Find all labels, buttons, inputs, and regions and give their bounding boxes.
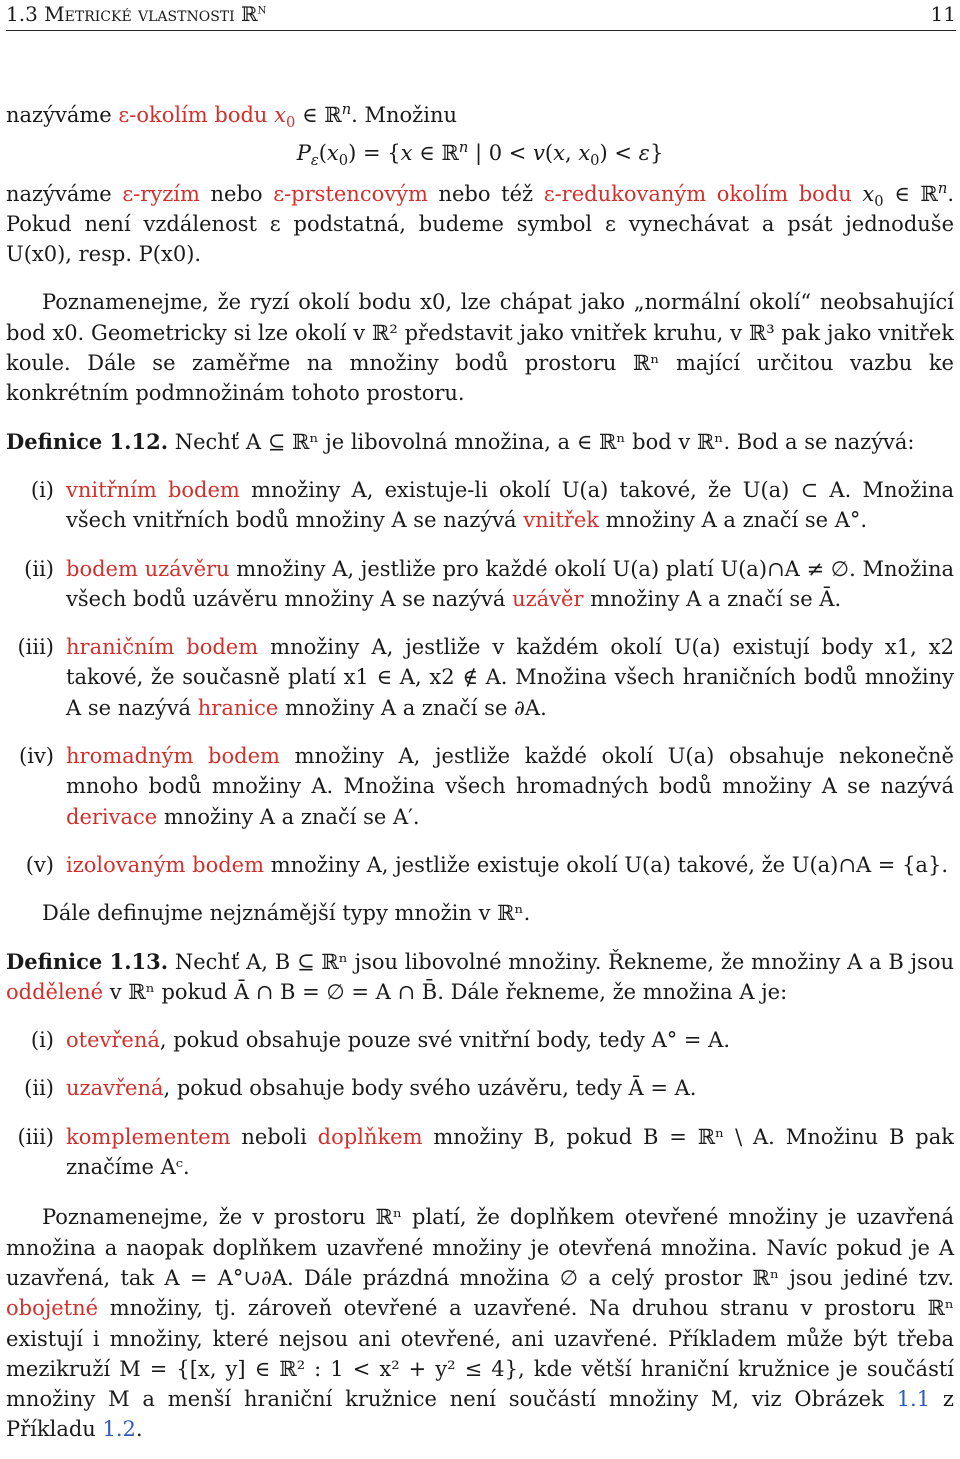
definition-1-13: Definice 1.13. Nechť A, B ⊆ ℝⁿ jsou libovolné množiny. Řekneme, že množiny A a B jsou oddělené v ℝⁿ pokud Ā ∩ B = ∅ = A ∩ B̄. Dále řekneme, že množina A je: [6, 948, 954, 1004]
definition-label: Definice 1.13. [6, 948, 169, 974]
list-item: (v) izolovaným bodem množiny A, jestliže existuje okolí U(a) takové, že U(a)∩A = {a}. [25, 852, 948, 877]
list-item: (iii) komplementem neboli doplňkem množiny B, pokud B = ℝⁿ \ A. Množinu B pak značíme Aᶜ. [17, 1124, 954, 1180]
list-item: (iii) hraničním bodem množiny A, jestliže v každém okolí U(a) existují body x1, x2 takové, že současně platí x1 ∈ A, x2 ∉ A. Množina všech hraničních bodů množiny A se nazývá hranice množiny A a značí se ∂A. [17, 635, 954, 720]
section-title: 1.3 Metrické vlastnosti ℝ$^n$ [6, 1, 267, 26]
list-item: (iv) hromadným bodem množiny A, jestliže každé okolí U(a) obsahuje nekonečně mnoho bodů množiny A. Množina všech hromadných bodů množiny A se nazývá derivace množiny A a značí se A′. [19, 744, 954, 829]
list-item: (ii) bodem uzávěru množiny A, jestliže pro každé okolí U(a) platí U(a)∩A ≠ ∅. Množina všech bodů uzávěru množiny A se nazývá uzávěr množiny A a značí se Ā. [24, 556, 954, 611]
figure-link[interactable]: 1.1 [896, 1387, 931, 1412]
definition-1-13-items [6, 1025, 954, 1182]
paragraph-ryzi-okoli: nazýváme ε-ryzím nebo ε-prstencovým nebo též ε-redukovaným okolím bodu $x_0$ ∈ ℝ$^n$. Pokud není vzdálenost ε podstatná, budeme symbol ε vynechávat a psát jednoduše U(x0), resp. P(x0). [6, 179, 955, 267]
paragraph-remark-2: Poznamenejme, že v prostoru ℝⁿ platí, že doplňkem otevřené množiny je uzavřená množina a naopak doplňkem uzavřené množiny je otevřená množina. Navíc pokud je A uzavřená, tak A = A°∪∂A. Dále prázdná množina ∅ a celý prostor ℝⁿ jsou jediné tzv. obojetné množiny, tj. zároveň otevřené a uzavřené. Na druhou stranu v prostoru ℝⁿ existují i množiny, které nejsou ani otevřené, ani uzavřené. Příkladem může být třeba mezikruží M = {[x, y] ∈ ℝ² : 1 < x² + y² ≤ 4}, kde větší hraniční kružnice je součástí množiny M a menší hraniční kružnice není součástí množiny M, viz Obrázek 1.1 z Příkladu 1.2. [6, 1205, 954, 1442]
definition-1-12: Definice 1.12. Nechť A ⊆ ℝⁿ je libovolná množina, a ∈ ℝⁿ bod v ℝⁿ. Bod a se nazývá: [6, 428, 915, 454]
paragraph-set-types: Dále definujme nejznámější typy množin v ℝⁿ. [42, 901, 531, 926]
list-item: (i) vnitřním bodem množiny A, existuje-li okolí U(a) takové, že U(a) ⊂ A. Množina všech vnitřních bodů množiny A se nazývá vnitřek množiny A a značí se A°. [30, 477, 954, 533]
running-header [6, 0, 956, 31]
display-equation: $P_\varepsilon(x_0) = \{x$ ∈ ℝ$^n$ | 0 < v(x, $x_0) < \varepsilon$} [296, 139, 664, 170]
list-item: (i) otevřená, pokud obsahuje pouze své vnitřní body, tedy A° = A. [30, 1028, 731, 1053]
definition-label: Definice 1.12. [6, 428, 169, 454]
page-number: 11 [930, 2, 956, 26]
definition-1-12-items [6, 475, 954, 880]
paragraph-remark-1: Poznamenejme, že ryzí okolí bodu x0, lze chápat jako „normální okolí“ neobsahující bod x0. Geometricky si lze okolí v ℝ² představit jako vnitřek kruhu, v ℝ³ pak jako vnitřek koule. Dále se zaměřme na množiny bodů prostoru ℝⁿ mající určitou vazbu ke konkrétním podmnožinám tohoto prostoru. [6, 290, 954, 406]
page-body [6, 100, 954, 1445]
example-link[interactable]: 1.2 [102, 1417, 136, 1442]
paragraph-intro: nazýváme ε-okolím bodu $x_0$ ∈ ℝ$^n$. Množinu [6, 101, 458, 132]
list-item: (ii) uzavřená, pokud obsahuje body svého uzávěru, tedy Ā = A. [24, 1076, 697, 1101]
